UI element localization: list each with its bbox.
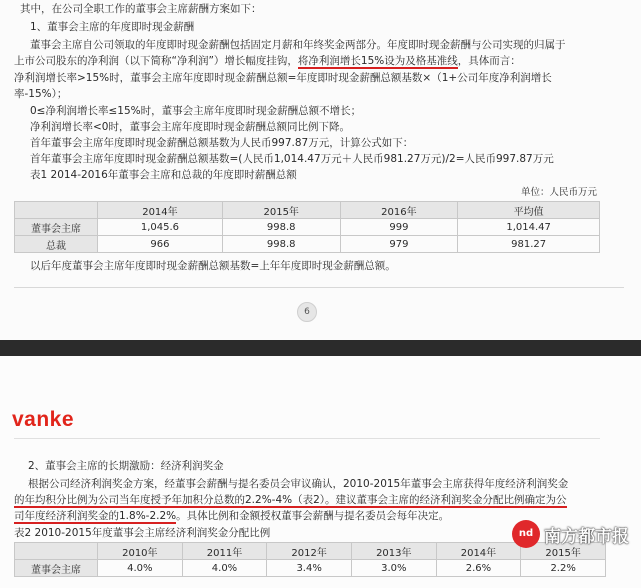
highlighted-text: 司年度经济利润奖金的1.8%-2.2% xyxy=(14,510,177,522)
table-header-cell: 2016年 xyxy=(340,202,458,219)
table-cell: 1,045.6 xyxy=(98,219,223,236)
page-number-badge: 6 xyxy=(297,302,317,322)
table-header-cell: 2010年 xyxy=(98,543,183,560)
table-cell: 4.0% xyxy=(98,560,183,577)
page-separator xyxy=(0,340,641,356)
table-header-cell: 2014年 xyxy=(436,543,521,560)
table-header-cell: 平均值 xyxy=(458,202,600,219)
formula-line: 首年董事会主席年度即时现金薪酬总额基数=(人民币1,014.47万元＋人民币981.27万元)/2=人民币997.87万元 xyxy=(30,153,554,165)
table-header-cell: 2014年 xyxy=(98,202,223,219)
table-header-cell: 2015年 xyxy=(222,202,340,219)
paragraph-line xyxy=(14,494,567,507)
table-cell: 4.0% xyxy=(182,560,267,577)
formula-line: 率-15%）； xyxy=(14,88,68,100)
table-header-cell: 2015年 xyxy=(521,543,606,560)
document-page-bottom xyxy=(0,356,641,588)
table-title: 表1 2014-2016年董事会主席和总裁的年度即时薪酬总额 xyxy=(30,169,297,181)
table-title: 表2 2010-2015年度董事会主席经济利润奖金分配比例 xyxy=(14,527,271,539)
footer-rule xyxy=(14,287,624,288)
paragraph-line: 首年董事会主席年度即时现金薪酬总额基数为人民币997.87万元，计算公式如下： xyxy=(30,137,414,149)
table-cell: 2.6% xyxy=(436,560,521,577)
highlighted-text: 将净利润增长15%设为及格基准线 xyxy=(297,55,458,67)
table-cell: 3.0% xyxy=(351,560,436,577)
paragraph-line: 以后年度董事会主席年度即时现金薪酬总额基数=上年年度即时现金薪酬总额。 xyxy=(30,260,396,272)
table-header-cell: 2012年 xyxy=(267,543,352,560)
paragraph-line: 0≤净利润增长率≤15%时，董事会主席年度即时现金薪酬总额不增长； xyxy=(30,105,362,117)
table-cell: 998.8 xyxy=(222,219,340,236)
compensation-table xyxy=(14,201,600,253)
row-label: 总裁 xyxy=(15,236,98,253)
table-cell: 999 xyxy=(340,219,458,236)
table-header-cell xyxy=(15,202,98,219)
section-heading-2: 2、董事会主席的长期激励：经济利润奖金 xyxy=(28,460,224,472)
highlighted-text: 的年均积分比例为公司当年度授予年加积分总数的2.2%-4%（表2）。建议董事会主席的经济利润奖金分配比例确定为公 xyxy=(14,494,567,506)
paragraph-line: 根据公司经济利润奖金方案，经董事会薪酬与提名委员会审议确认，2010-2015年董事会主席获得年度经济利润奖金 xyxy=(28,478,569,490)
paragraph-line: 司年度经济利润奖金的1.8%-2.2%。具体比例和金额授权董事会薪酬与提名委员会每年决定。 xyxy=(14,510,450,522)
table-header-cell: 2013年 xyxy=(351,543,436,560)
section-heading-1: 1、董事会主席的年度即时现金薪酬 xyxy=(30,21,195,33)
paragraph-line: 净利润增长率<0时，董事会主席年度即时现金薪酬总额同比例下降。 xyxy=(30,121,350,133)
watermark-text: 南方都市报 xyxy=(544,526,629,547)
newspaper-logo-icon: nd xyxy=(512,520,540,548)
intro-line: 其中，在公司全职工作的董事会主席薪酬方案如下： xyxy=(20,3,262,15)
table-row xyxy=(15,560,606,577)
table-cell: 3.4% xyxy=(267,560,352,577)
row-label: 董事会主席 xyxy=(15,219,98,236)
table-row xyxy=(15,236,600,253)
newspaper-watermark xyxy=(512,520,629,548)
table-header-cell xyxy=(15,543,98,560)
formula-line: 净利润增长率>15%时，董事会主席年度即时现金薪酬总额=年度即时现金薪酬总额基数×（1+公司年度净利润增长 xyxy=(14,72,552,84)
header-rule xyxy=(14,438,600,439)
table-cell: 998.8 xyxy=(222,236,340,253)
unit-label: 单位：人民币万元 xyxy=(520,187,597,198)
paragraph-line: 董事会主席自公司领取的年度即时现金薪酬包括固定月薪和年终奖金两部分。年度即时现金薪酬与公司实现的归属于 xyxy=(30,39,566,51)
table-header-cell: 2011年 xyxy=(182,543,267,560)
table-cell: 2.2% xyxy=(521,560,606,577)
table-row xyxy=(15,219,600,236)
table-cell: 981.27 xyxy=(458,236,600,253)
row-label: 董事会主席 xyxy=(15,560,98,577)
table-cell: 979 xyxy=(340,236,458,253)
vanke-logo: vanke xyxy=(12,408,75,431)
paragraph-line: 上市公司股东的净利润（以下简称“净利润”）增长幅度挂钩，将净利润增长15%设为及格基准线，具体而言： xyxy=(14,55,521,67)
table-cell: 1,014.47 xyxy=(458,219,600,236)
table-cell: 966 xyxy=(98,236,223,253)
